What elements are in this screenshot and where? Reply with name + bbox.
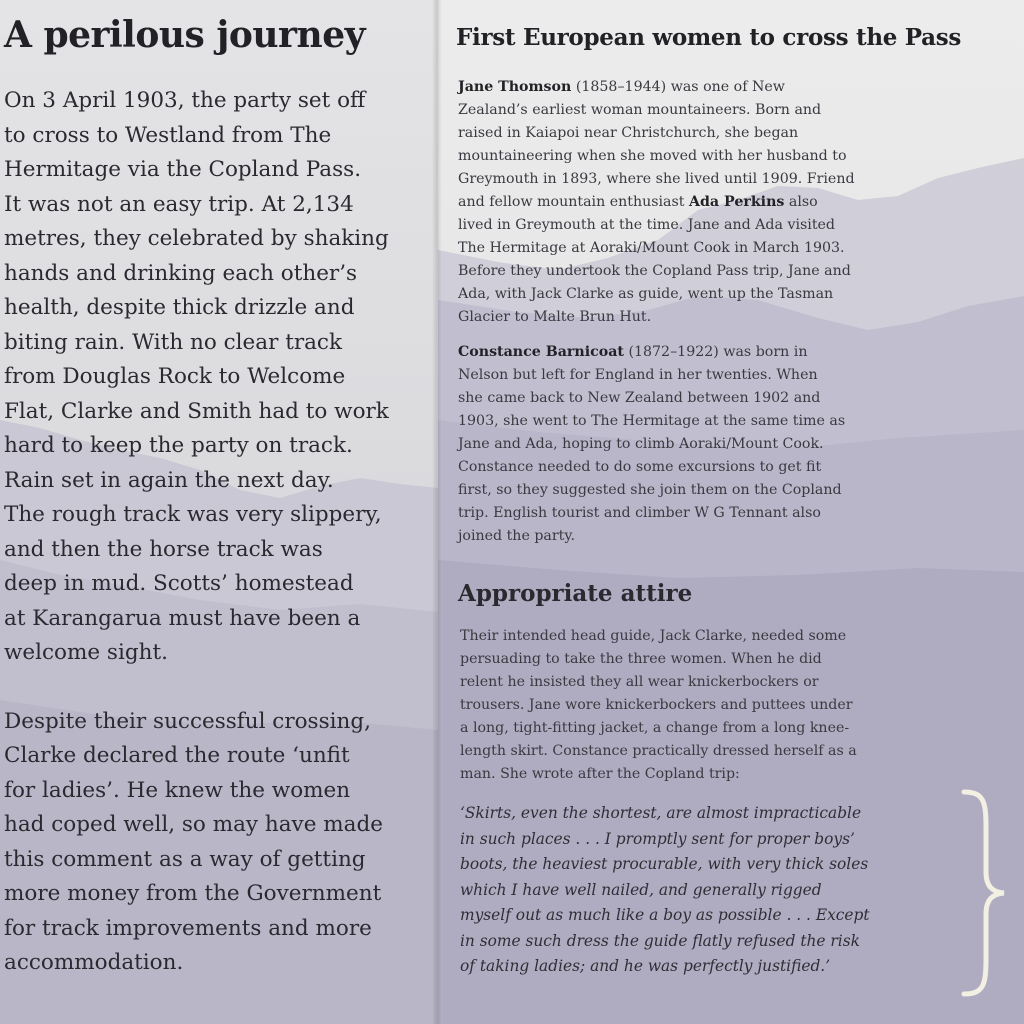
text-line [458,76,908,99]
text-line: welcome sight. [4,640,168,665]
person-name-ada: Ada Perkins [689,194,785,210]
text-fragment: (1872–1922) was born in [623,344,808,360]
text-line: Nelson but left for England in her twenties. When [458,367,818,383]
person-name-constance: Constance Barnicoat [458,344,624,360]
text-line: Jane and Ada, hoping to climb Aoraki/Mount Cook. [458,436,824,452]
quote-line: boots, the heaviest procurable, with very thick soles [460,855,869,873]
section-title-first-women: First European women to cross the Pass [456,24,962,51]
text-line: length skirt. Constance practically dressed herself as a [460,743,857,759]
text-line: had coped well, so may have made [4,812,383,837]
text-line: 1903, she went to The Hermitage at the same time as [458,413,846,429]
closing-brace-decoration [958,788,1008,998]
quote-line: in some such dress the guide flatly refused the risk [460,931,860,950]
constance-quote [460,801,930,980]
quote-line: in such places . . . I promptly sent for proper boys’ [460,829,855,848]
text-line: mountaineering when she moved with her husband to [458,148,847,164]
quote-line: which I have well nailed, and generally rigged [460,880,822,899]
text-line: at Karangarua must have been a [4,605,361,631]
text-line: Rain set in again the next day. [4,467,334,493]
page-title: A perilous journey [4,14,366,56]
person-name-jane: Jane Thomson [458,79,572,95]
text-line: health, despite thick drizzle and [4,295,355,320]
quote-line: of taking ladies; and he was perfectly justified.’ [460,957,831,975]
text-fragment: and fellow mountain enthusiast [458,194,689,210]
text-line: for ladies’. He knew the women [4,777,351,803]
text-line: accommodation. [4,950,184,975]
text-line: and then the horse track was [4,536,323,562]
book-gutter [432,0,442,1024]
text-line: It was not an easy trip. At 2,134 [4,191,354,217]
text-line: Despite their successful crossing, [4,708,371,734]
text-line: a long, tight-fitting jacket, a change from a long knee- [460,720,850,736]
text-line [458,191,908,214]
text-line: Hermitage via the Copland Pass. [4,157,362,182]
section-title-attire: Appropriate attire [458,580,693,607]
text-fragment: (1858–1944) was one of New [571,79,785,95]
text-line [458,341,908,364]
text-line: Greymouth in 1893, where she lived until 1909. Friend [458,171,855,187]
text-line: raised in Kaiapoi near Christchurch, she began [458,125,799,141]
text-line: to cross to Westland from The [4,122,332,148]
text-line: man. She wrote after the Copland trip: [460,766,740,782]
text-line: Their intended head guide, Jack Clarke, needed some [460,628,847,644]
text-line: lived in Greymouth at the time. Jane and Ada visited [458,217,836,233]
paragraph-gap [4,671,438,705]
text-line: Before they undertook the Copland Pass trip, Jane and [458,263,851,279]
text-line: more money from the Government [4,881,382,906]
text-line: she came back to New Zealand between 1902 and [458,390,821,406]
text-line: The rough track was very slippery, [4,502,382,527]
text-line: deep in mud. Scotts’ homestead [4,571,354,596]
text-line: metres, they celebrated by shaking [4,226,389,251]
text-line: first, so they suggested she join them on the Copland [458,482,842,498]
text-line: relent he insisted they all wear knickerbockers or [460,674,819,690]
text-line: hands and drinking each other’s [4,260,358,286]
text-line: biting rain. With no clear track [4,329,343,355]
text-line: from Douglas Rock to Welcome [4,364,346,389]
text-line: Flat, Clarke and Smith had to work [4,398,389,424]
text-line: Zealand’s earliest woman mountaineers. Born and [458,102,822,118]
quote-line: myself out as much like a boy as possible . . . Except [460,906,870,924]
left-body-text [4,84,438,981]
text-line: Glacier to Malte Brun Hut. [458,309,652,325]
left-page [0,0,438,1024]
text-line: this comment as a way of getting [4,846,366,872]
text-fragment: also [784,194,818,210]
constance-barnicoat-bio [458,341,908,548]
text-line: On 3 April 1903, the party set off [4,88,366,113]
text-line: trip. English tourist and climber W G Tennant also [458,505,821,521]
right-page [438,0,1024,1024]
text-line: Constance needed to do some excursions to get fit [458,459,822,475]
quote-line: ‘Skirts, even the shortest, are almost impracticable [460,804,862,822]
text-line: Ada, with Jack Clarke as guide, went up the Tasman [458,286,834,302]
text-line: for track improvements and more [4,915,372,941]
jane-thomson-bio [458,76,908,329]
text-line: persuading to take the three women. When he did [460,651,822,667]
text-line: Clarke declared the route ‘unfit [4,743,350,768]
text-line: The Hermitage at Aoraki/Mount Cook in March 1903. [458,240,845,256]
attire-body-text [460,625,910,786]
text-line: trousers. Jane wore knickerbockers and puttees under [460,697,853,713]
text-line: hard to keep the party on track. [4,433,353,458]
text-line: joined the party. [458,528,576,544]
